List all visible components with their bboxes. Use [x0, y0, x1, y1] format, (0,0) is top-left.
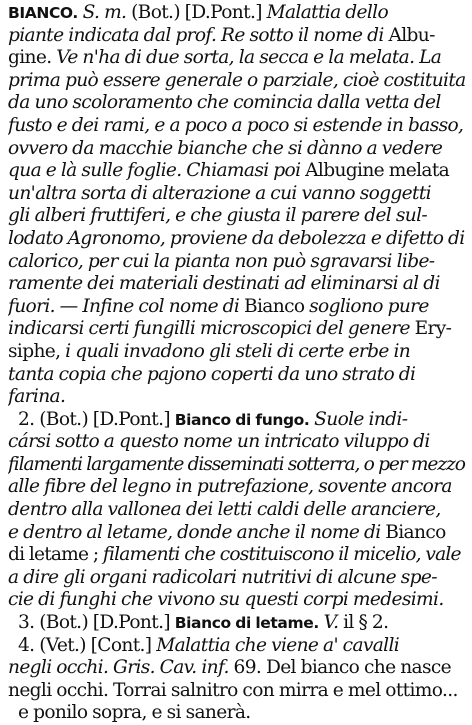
dictionary-entry-bianco	[8, 2, 466, 725]
text-run: ramente dei materiali destinati ad eliminarsi al di	[8, 273, 440, 295]
text-run: gine.	[8, 47, 57, 69]
text-run: (Bot.) [D.Pont.]	[126, 2, 267, 23]
text-run: prima può essere generale o parziale, cioè costituita	[8, 69, 466, 91]
text-run: negli occhi. Torrai salnitro con mirra e mel ottimo...	[8, 679, 458, 701]
text-line	[8, 657, 466, 680]
text-line	[8, 92, 466, 115]
text-run: Malattia che viene a' cavalli	[156, 634, 400, 656]
text-run: calorico, per cui la pianta non può sgravarsi libe-	[8, 250, 435, 272]
text-run: 4. (Vet.) [Cont.]	[18, 634, 157, 656]
text-line	[8, 47, 466, 70]
text-line	[8, 567, 466, 590]
text-run: alle fibre del legno in putrefazione, sovente ancora	[8, 476, 452, 498]
text-line	[8, 341, 466, 364]
text-line	[8, 499, 466, 522]
text-run: i quali invadono gli steli di certe erbe in	[65, 340, 411, 362]
text-run: Suole indi-	[309, 408, 408, 430]
text-run: indicarsi certi fungilli microscopici del genere	[8, 318, 415, 340]
text-line	[8, 160, 466, 183]
text-run: tanta copia che pajono coperti da uno strato di	[8, 363, 416, 385]
text-line	[8, 70, 466, 93]
text-run: S. m.	[82, 2, 127, 23]
text-run: qua e là sulle foglie. Chiamasi poi	[8, 160, 306, 182]
text-line	[8, 431, 466, 454]
text-run: V.	[318, 612, 339, 634]
text-line	[8, 476, 466, 499]
text-run: lodato Agronomo, proviene da debolezza e difetto di	[8, 227, 465, 249]
text-run: sogliono pure	[304, 295, 429, 317]
text-line	[8, 318, 466, 341]
text-run: negli occhi. Gris. Cav. inf.	[8, 657, 229, 679]
text-run: il § 2.	[338, 612, 389, 634]
text-run: e ponilo sopra, e si sanerà.	[18, 702, 251, 724]
text-run: 2. (Bot.) [D.Pont.]	[18, 408, 175, 430]
text-line	[8, 296, 466, 319]
text-run: e dentro al letame, donde anche il nome di	[8, 521, 386, 543]
text-line	[8, 522, 466, 545]
text-line	[8, 2, 466, 25]
headword: BIANCO.	[8, 4, 78, 22]
text-run: un'altra sorta di alterazione a cui vanno soggetti	[8, 182, 431, 204]
text-run: a dire gli organi radicolari nutritivi di alcune spe-	[8, 566, 437, 588]
text-run: Malattia dello	[266, 2, 389, 23]
headword: Bianco di letame.	[174, 614, 319, 633]
text-line	[8, 138, 466, 161]
text-line	[8, 635, 466, 658]
text-run: cie di funghi che vivono su questi corpi medesimi.	[8, 589, 444, 611]
text-run: dentro alla vallonea dei letti caldi delle aranciere,	[8, 499, 441, 521]
text-line	[8, 409, 466, 432]
text-line	[8, 115, 466, 138]
text-run: Ve n'ha di due sorta, la secca e la melata. La	[56, 47, 442, 69]
text-line	[8, 680, 466, 703]
text-run: da uno scoloramento che comincia dalla vetta del	[8, 92, 441, 114]
text-run: piante indicata dal prof. Re sotto il nome di	[8, 24, 389, 46]
text-run: gli alberi fruttiferi, e che giusta il parere del sul-	[8, 205, 428, 227]
text-run: 3. (Bot.) [D.Pont.]	[18, 612, 175, 634]
text-line	[8, 364, 466, 387]
text-line	[8, 454, 466, 477]
headword: Bianco di fungo.	[174, 410, 310, 429]
text-line	[8, 612, 466, 635]
text-run: siphe,	[8, 340, 66, 362]
text-run: filamenti che costituiscono il micelio, vale	[102, 544, 461, 566]
text-line	[8, 702, 466, 725]
text-line	[8, 251, 466, 274]
text-line	[8, 273, 466, 296]
text-run: fuori. — Infine col nome di	[8, 295, 244, 317]
text-line	[8, 386, 466, 409]
text-run: di letame ;	[8, 544, 103, 566]
text-run: Ery-	[414, 318, 452, 340]
text-run: Albugine melata	[305, 160, 450, 182]
text-run: farina.	[8, 386, 66, 408]
text-run: Albu-	[388, 24, 435, 46]
text-line	[8, 589, 466, 612]
text-line	[8, 205, 466, 228]
text-run: fusto e dei rami, e a poco a poco si estende in basso,	[8, 114, 464, 136]
text-run: ovvero da macchie bianche che si dànno a vedere	[8, 137, 443, 159]
text-line	[8, 544, 466, 567]
text-line	[8, 183, 466, 206]
text-line	[8, 25, 466, 48]
text-run: Bianco	[385, 521, 446, 543]
text-run: cársi sotto a questo nome un intricato viluppo di	[8, 431, 430, 453]
text-run: filamenti largamente disseminati sotterra, o per mezzo	[8, 453, 465, 475]
text-line	[8, 228, 466, 251]
text-run: 69. Del bianco che nasce	[228, 657, 451, 679]
text-run: Bianco	[244, 295, 305, 317]
